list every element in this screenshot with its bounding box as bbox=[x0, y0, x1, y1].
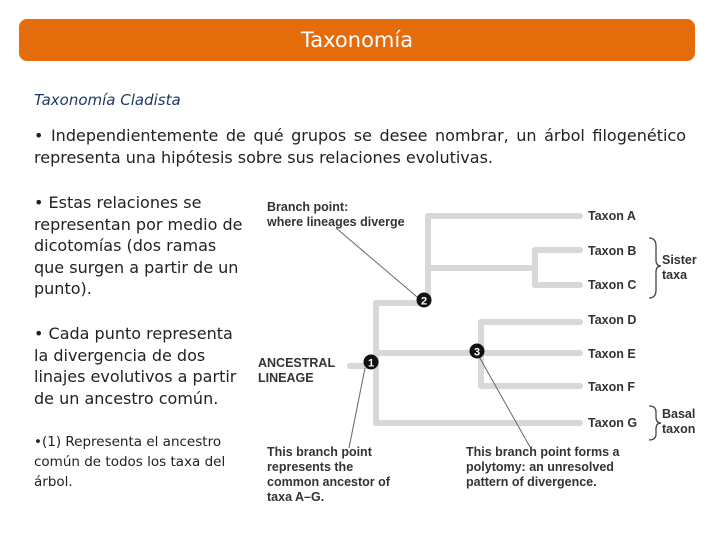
node3-note-pointer bbox=[477, 353, 530, 447]
ancestral-lineage-label: ANCESTRAL LINEAGE bbox=[258, 356, 335, 385]
taxon-g-label: Taxon G bbox=[588, 416, 638, 430]
taxon-c-label: Taxon C bbox=[588, 278, 637, 292]
taxon-f-label: Taxon F bbox=[588, 380, 635, 394]
basal-taxon-label: Basal taxon bbox=[662, 407, 696, 436]
node1-note-pointer bbox=[349, 368, 365, 448]
sister-taxa-brace bbox=[649, 238, 661, 298]
taxa-labels bbox=[588, 209, 637, 430]
section-subtitle: Taxonomía Cladista bbox=[34, 91, 181, 109]
intro-paragraph: • Independientemente de qué grupos se desee nombrar, un árbol filogenético representa una hipótesis sobre sus relaciones evolutivas. bbox=[34, 126, 686, 167]
sister-taxa-label: Sister taxa bbox=[662, 253, 697, 282]
basal-taxon-brace bbox=[649, 406, 661, 440]
tree-branches bbox=[350, 216, 580, 423]
svg-text:3: 3 bbox=[473, 346, 481, 359]
node-marker-3 bbox=[470, 344, 485, 359]
svg-text:1: 1 bbox=[367, 357, 375, 370]
braces bbox=[649, 238, 661, 440]
pointer-lines bbox=[336, 228, 530, 448]
taxon-d-label: Taxon D bbox=[588, 313, 637, 327]
dichotomy-paragraph: • Estas relaciones se representan por medio de dicotomías (dos ramas que surgen a partir de un punto). bbox=[34, 193, 243, 298]
svg-text:2: 2 bbox=[420, 295, 428, 308]
node1-note: This branch point represents the common ancestor of taxa A–G. bbox=[267, 445, 390, 504]
taxon-e-label: Taxon E bbox=[588, 347, 636, 361]
node3-note: This branch point forms a polytomy: an unresolved pattern of divergence. bbox=[466, 445, 620, 489]
taxon-a-label: Taxon A bbox=[588, 209, 636, 223]
node-marker-2 bbox=[417, 293, 432, 308]
taxon-b-label: Taxon B bbox=[588, 244, 637, 258]
branch-point-label: Branch point: where lineages diverge bbox=[267, 200, 405, 229]
node1-paragraph: •(1) Representa el ancestro común de todos los taxa del árbol. bbox=[34, 434, 226, 490]
divergence-paragraph: • Cada punto representa la divergencia de dos linajes evolutivos a partir de un ancestro común. bbox=[34, 324, 237, 408]
branch-point-pointer bbox=[336, 228, 423, 302]
node-marker-1 bbox=[364, 355, 379, 370]
page-title: Taxonomía bbox=[300, 28, 414, 52]
